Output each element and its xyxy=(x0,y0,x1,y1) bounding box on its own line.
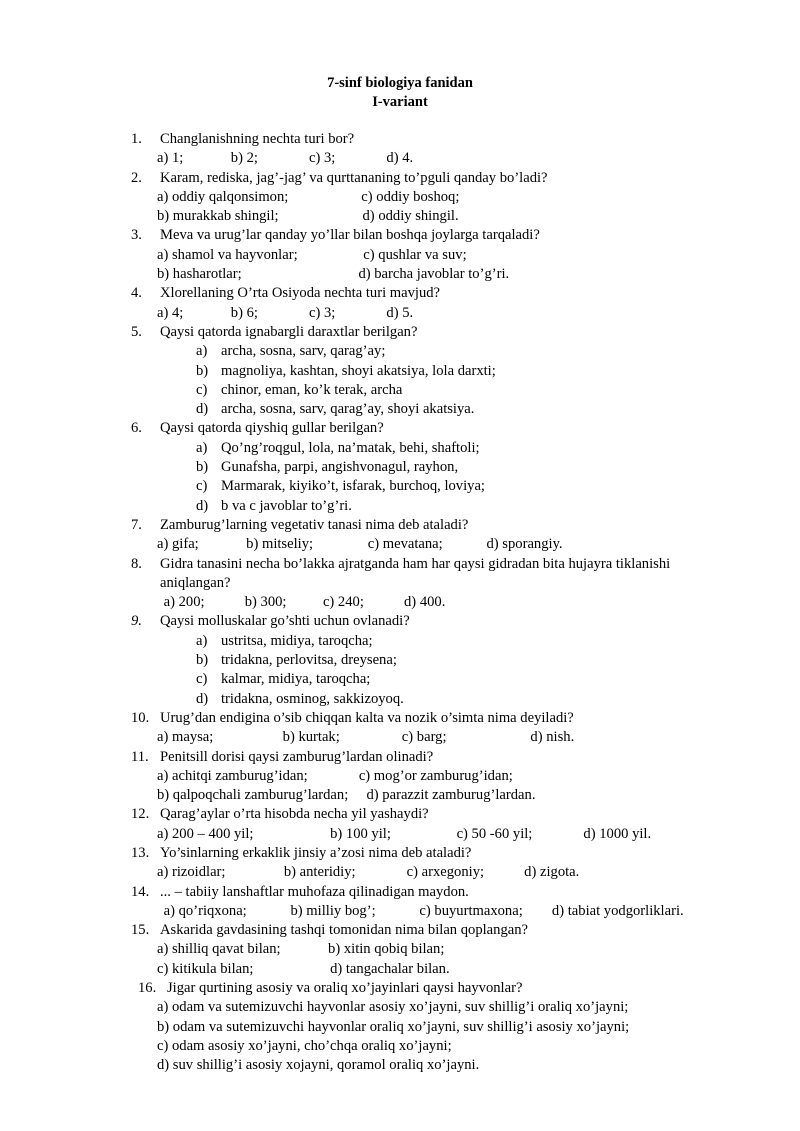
question-stem-row xyxy=(0,979,800,998)
answer-option[interactable] xyxy=(196,477,800,496)
answer-option-letter: c) xyxy=(196,671,208,688)
answer-option-row[interactable]: c) kitikula bilan; d) tangachalar bilan. xyxy=(157,960,450,977)
question-item xyxy=(0,323,800,419)
answer-option[interactable] xyxy=(196,458,800,477)
question-stem-row xyxy=(0,284,800,303)
answer-option-text: Qo’ng’roqgul, lola, na’matak, behi, shaftoli; xyxy=(221,439,480,456)
answer-option-letter: c) xyxy=(196,381,208,398)
answer-option-text: magnoliya, kashtan, shoyi akatsiya, lola darxti; xyxy=(221,362,496,379)
answer-option[interactable] xyxy=(196,342,800,361)
answer-option-row[interactable]: a) odam va sutemizuvchi hayvonlar asosiy xo’jayni, suv shillig’i oraliq xo’jayni; xyxy=(157,999,629,1016)
question-stem-row xyxy=(0,169,800,188)
answer-option-row[interactable]: a) oddiy qalqonsimon; c) oddiy boshoq; xyxy=(157,188,460,205)
document-title: 7-sinf biologiya fanidan xyxy=(327,75,473,91)
answer-option-text: Marmarak, kiyiko’t, isfarak, burchoq, loviya; xyxy=(221,478,485,495)
question-number: 15. xyxy=(131,922,150,939)
question-number: 13. xyxy=(131,844,150,861)
answer-option-row[interactable]: a) qo’riqxona; b) milliy bog’; c) buyurtmaxona; d) tabiat yodgorliklari. xyxy=(160,902,684,919)
question-stem-row xyxy=(0,323,800,342)
question-number: 3. xyxy=(131,227,142,244)
question-text: Gidra tanasini necha bo’lakka ajratganda ham har qaysi gidradan bita hujayra tiklanishi xyxy=(160,555,671,572)
answer-option-text: ustritsa, midiya, taroqcha; xyxy=(221,632,373,649)
question-stem-row xyxy=(0,805,800,824)
question-number: 10. xyxy=(131,709,150,726)
answer-option-row[interactable]: a) rizoidlar; b) anteridiy; c) arxegoniy; d) zigota. xyxy=(157,864,580,881)
question-number: 14. xyxy=(131,883,150,900)
question-text: ... – tabiiy lanshaftlar muhofaza qilinadigan maydon. xyxy=(160,883,469,900)
answer-option-row[interactable]: a) 4; b) 6; c) 3; d) 5. xyxy=(157,304,414,321)
question-item xyxy=(0,883,800,922)
answer-option-row[interactable]: b) odam va sutemizuvchi hayvonlar oraliq xo’jayni, suv shillig’i asosiy xo’jayni; xyxy=(157,1018,630,1035)
answer-option-row[interactable]: b) qalpoqchali zamburug’lardan; d) parazzit zamburug’lardan. xyxy=(157,787,536,804)
question-number: 9. xyxy=(131,613,142,630)
question-text: Qarag’aylar o’rta hisobda necha yil yashaydi? xyxy=(160,806,429,823)
answer-option-letter: a) xyxy=(196,343,208,360)
answer-option-row[interactable]: a) gifa; b) mitseliy; c) mevatana; d) sporangiy. xyxy=(157,536,563,553)
question-stem-row xyxy=(0,921,800,940)
question-text: Yo’sinlarning erkaklik jinsiy a’zosi nima deb ataladi? xyxy=(160,844,472,861)
answer-option-text: tridakna, osminog, sakkizoyoq. xyxy=(221,690,404,707)
question-text: Qaysi molluskalar go’shti uchun ovlanadi? xyxy=(160,613,410,630)
answer-option-row[interactable]: c) odam asosiy xo’jayni, cho’chqa oraliq xo’jayni; xyxy=(157,1037,452,1054)
answer-option-text: Gunafsha, parpi, angishvonagul, rayhon, xyxy=(221,459,459,476)
answer-option[interactable] xyxy=(196,497,800,516)
answer-option-letter: b) xyxy=(196,362,209,379)
question-number: 6. xyxy=(131,420,142,437)
answer-option-letter: c) xyxy=(196,478,208,495)
answer-option-letter: b) xyxy=(196,459,209,476)
answer-option-text: chinor, eman, ko’k terak, archa xyxy=(221,381,403,398)
question-text: Meva va urug’lar qanday yo’llar bilan boshqa joylarga tarqaladi? xyxy=(160,227,540,244)
question-number: 1. xyxy=(131,131,142,147)
answer-option-text: b va c javoblar to’g’ri. xyxy=(221,497,352,514)
answer-option-row[interactable]: b) murakkab shingil; d) oddiy shingil. xyxy=(157,208,459,225)
answer-option-list xyxy=(0,632,800,709)
answer-option-text: archa, sosna, sarv, qarag’ay, shoyi akatsiya. xyxy=(221,401,475,418)
question-item xyxy=(0,805,800,844)
question-list xyxy=(0,130,800,1076)
question-text: Changlanishning nechta turi bor? xyxy=(160,131,355,147)
question-text: Karam, rediska, jag’-jag’ va qurttananing to’pguli qanday bo’ladi? xyxy=(160,169,548,186)
question-item xyxy=(0,226,800,284)
question-number: 7. xyxy=(131,516,142,533)
answer-option-row[interactable]: d) suv shillig’i asosiy xojayni, qoramol oraliq xo’jayni. xyxy=(157,1057,480,1074)
question-stem-row xyxy=(0,516,800,535)
question-number: 12. xyxy=(131,806,150,823)
answer-option-letter: d) xyxy=(196,690,209,707)
answer-option-text: kalmar, midiya, taroqcha; xyxy=(221,671,371,688)
answer-option-row[interactable]: a) 200; b) 300; c) 240; d) 400. xyxy=(160,594,446,611)
question-text: Zamburug’larning vegetativ tanasi nima deb ataladi? xyxy=(160,516,469,533)
answer-option[interactable] xyxy=(196,632,800,651)
question-stem-row xyxy=(0,748,800,767)
question-item xyxy=(0,516,800,555)
question-text: Xlorellaning O’rta Osiyoda nechta turi mavjud? xyxy=(160,285,441,302)
question-item xyxy=(0,284,800,323)
answer-option[interactable] xyxy=(196,362,800,381)
answer-option-letter: d) xyxy=(196,401,209,418)
title-spacer xyxy=(0,112,800,130)
answer-option-row[interactable]: b) hasharotlar; d) barcha javoblar to’g’ri. xyxy=(157,266,510,283)
question-item xyxy=(0,709,800,748)
answer-option[interactable] xyxy=(196,670,800,689)
document-subtitle: I-variant xyxy=(372,94,428,110)
answer-option-letter: d) xyxy=(196,497,209,514)
answer-option-list xyxy=(0,342,800,419)
answer-option[interactable] xyxy=(196,400,800,419)
answer-option-row[interactable]: a) achitqi zamburug’idan; c) mog’or zamburug’idan; xyxy=(157,767,513,784)
question-text: Qaysi qatorda qiyshiq gullar berilgan? xyxy=(160,420,384,437)
question-stem-row xyxy=(0,612,800,631)
question-number: 8. xyxy=(131,555,142,572)
question-item xyxy=(0,169,800,227)
question-item xyxy=(0,979,800,1075)
question-item xyxy=(0,555,800,613)
question-stem-row xyxy=(0,419,800,438)
answer-option-text: archa, sosna, sarv, qarag’ay; xyxy=(221,343,386,360)
answer-option[interactable] xyxy=(196,439,800,458)
question-text-continuation: aniqlangan? xyxy=(160,574,231,591)
answer-option[interactable] xyxy=(196,651,800,670)
answer-option-letter: a) xyxy=(196,632,208,649)
answer-option-row[interactable]: a) 1; b) 2; c) 3; d) 4. xyxy=(157,150,414,167)
question-stem-row xyxy=(0,883,800,902)
question-number: 5. xyxy=(131,323,142,340)
question-stem-row xyxy=(0,844,800,863)
question-text: Penitsill dorisi qaysi zamburug’lardan olinadi? xyxy=(160,748,434,765)
question-number: 4. xyxy=(131,285,142,302)
question-text: Urug’dan endigina o’sib chiqqan kalta va nozik o’simta nima deyiladi? xyxy=(160,709,574,726)
answer-option-letter: a) xyxy=(196,439,208,456)
question-item xyxy=(0,130,800,169)
answer-option-letter: b) xyxy=(196,652,209,669)
answer-option-row[interactable]: a) shamol va hayvonlar; c) qushlar va suv; xyxy=(157,246,467,263)
question-number: 11. xyxy=(131,748,149,765)
answer-option-row[interactable]: a) 200 – 400 yil; b) 100 yil; c) 50 -60 yil; d) 1000 yil. xyxy=(157,825,652,842)
question-stem-row xyxy=(0,555,800,574)
question-number: 16. xyxy=(138,980,157,997)
question-item xyxy=(0,748,800,806)
question-item xyxy=(0,419,800,515)
answer-option[interactable] xyxy=(196,381,800,400)
answer-option-row[interactable]: a) shilliq qavat bilan; b) xitin qobiq bilan; xyxy=(157,941,445,958)
answer-option[interactable] xyxy=(196,690,800,709)
question-stem-row xyxy=(0,130,800,149)
answer-option-text: tridakna, perlovitsa, dreysena; xyxy=(221,652,397,669)
question-number: 2. xyxy=(131,169,142,186)
answer-option-list xyxy=(0,439,800,516)
question-item xyxy=(0,921,800,979)
question-text: Askarida gavdasining tashqi tomonidan nima bilan qoplangan? xyxy=(160,922,529,939)
question-text: Jigar qurtining asosiy va oraliq xo’jayinlari qaysi hayvonlar? xyxy=(167,980,523,997)
question-stem-row xyxy=(0,709,800,728)
question-item xyxy=(0,844,800,883)
question-item xyxy=(0,612,800,708)
question-stem-row xyxy=(0,226,800,245)
question-text: Qaysi qatorda ignabargli daraxtlar berilgan? xyxy=(160,323,418,340)
answer-option-row[interactable]: a) maysa; b) kurtak; c) barg; d) nish. xyxy=(157,729,575,746)
